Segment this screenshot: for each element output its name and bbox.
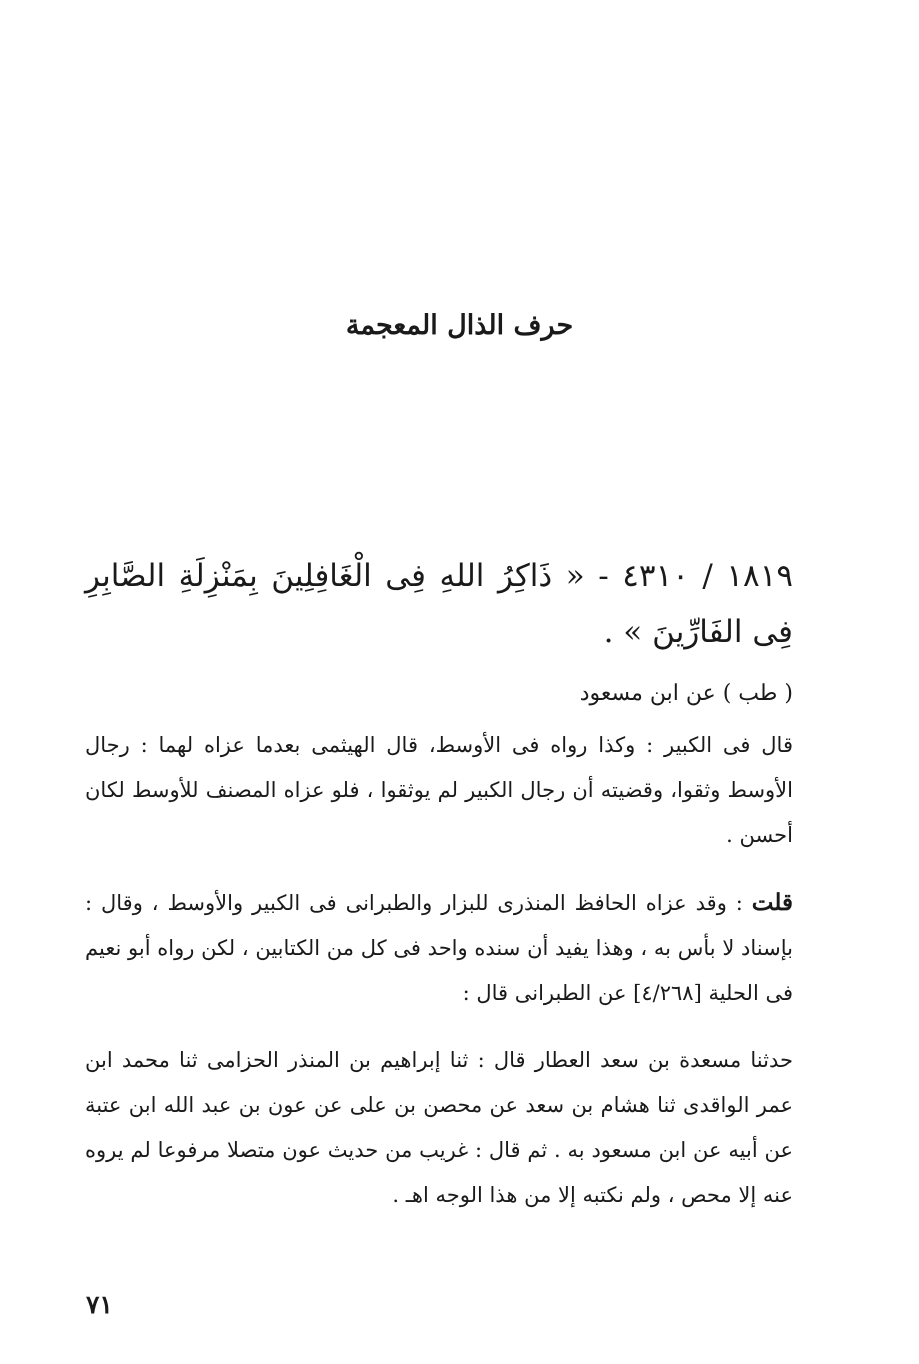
qult-label: قلت: [751, 889, 793, 916]
commentary-paragraph-1: قال فى الكبير : وكذا رواه فى الأوسط، قال الهيثمى بعدما عزاه لهما : رجال الأوسط وثقوا، وقضيته أن رجال الكبير لم يوثقوا ، فلو عزاه المصنف للأوسط لكان أحسن .: [85, 733, 793, 847]
hadith-source: ( طب ) عن ابن مسعود: [579, 681, 793, 706]
commentary-paragraph-2: [85, 880, 793, 1016]
commentary-paragraph-2-text: : وقد عزاه الحافظ المنذرى للبزار والطبرانى فى الكبير والأوسط ، وقال : بإسناد لا بأس به ، وهذا يفيد أن سنده واحد فى كل من الكتابين ، لكن رواه أبو نعيم فى الحلية [٤/٢٦٨] عن الطبرانى قال :: [85, 891, 793, 1005]
hadith-text: ١٨١٩ / ٤٣١٠ - « ذَاكِرُ اللهِ فِى الْغَافِلِينَ بِمَنْزِلَةِ الصَّابِرِ فِى الفَارِّينَ » .: [85, 558, 793, 650]
isnad-paragraph: حدثنا مسعدة بن سعد العطار قال : ثنا إبراهيم بن المنذر الحزامى ثنا محمد ابن عمر الواقدى ثنا هشام بن سعد عن محصن بن على عن عون بن عبد الله ابن عتبة عن أبيه عن ابن مسعود به . ثم قال : غريب من حديث عون متصلا مرفوعا لم يروه عنه إلا محص ، ولم نكتبه إلا من هذا الوجه اهـ .: [85, 1048, 793, 1207]
chapter-title: حرف الذال المعجمة: [345, 310, 574, 341]
page-number: ٧١: [86, 1290, 113, 1319]
